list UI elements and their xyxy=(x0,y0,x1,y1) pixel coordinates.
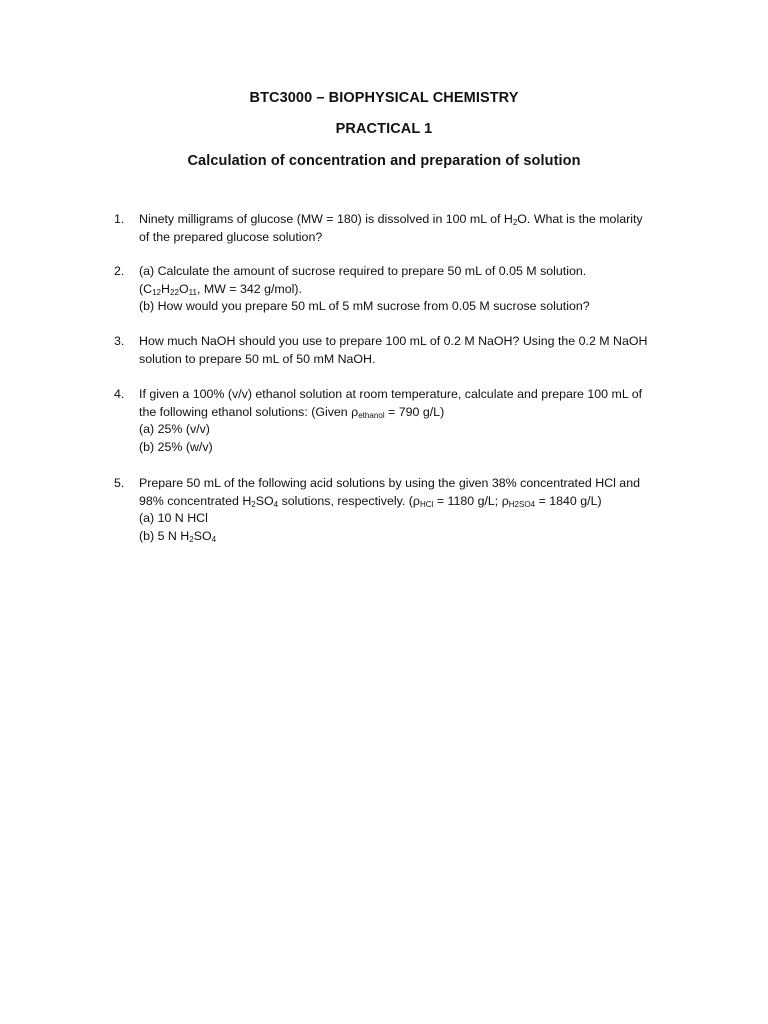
practical-subtitle: Calculation of concentration and preparation of solution xyxy=(187,153,581,169)
question-body xyxy=(139,211,684,246)
text-run: SO xyxy=(193,528,212,543)
question-5 xyxy=(114,475,684,545)
subscript: HCl xyxy=(419,499,434,509)
question-line xyxy=(139,510,684,528)
question-line xyxy=(139,211,684,229)
question-number: 1. xyxy=(114,212,125,226)
text-run: If given a 100% (v/v) ethanol solution at room temperature, calculate and prepare 100 mL of xyxy=(139,387,643,401)
question-body xyxy=(139,386,684,456)
question-2 xyxy=(114,263,684,316)
subscript: H2SO4 xyxy=(508,499,536,509)
text-run: Ninety milligrams of glucose (MW = 180) is dissolved in 100 mL of H xyxy=(139,212,513,226)
subscript: 4 xyxy=(211,534,217,544)
subscript: 12 xyxy=(152,287,162,297)
question-body xyxy=(139,333,684,368)
subscript: 2 xyxy=(189,534,194,544)
question-line xyxy=(139,404,684,422)
subscript: 2 xyxy=(251,499,256,509)
practical-title: PRACTICAL 1 xyxy=(335,121,433,137)
question-4 xyxy=(114,386,684,456)
text-run: 98% concentrated H xyxy=(139,493,252,508)
question-3 xyxy=(114,333,684,368)
text-run: , MW = 342 g/mol). xyxy=(196,281,302,296)
question-line xyxy=(139,263,684,281)
text-run: (a) Calculate the amount of sucrose required to prepare 50 mL of 0.05 M solution. xyxy=(139,264,587,278)
subscript: 4 xyxy=(273,499,279,509)
text-run: solutions, respectively. (ρ xyxy=(278,493,420,508)
text-run: = 1180 g/L; ρ xyxy=(433,493,509,508)
question-line xyxy=(139,229,684,247)
text-run: (C xyxy=(139,281,153,296)
question-number: 2. xyxy=(114,264,125,278)
text-run: (b) 25% (w/v) xyxy=(139,439,213,454)
question-number: 4. xyxy=(114,387,125,401)
text-run: H xyxy=(161,281,170,296)
course-title: BTC3000 – BIOPHYSICAL CHEMISTRY xyxy=(249,90,519,106)
question-1 xyxy=(114,211,684,246)
subscript: 22 xyxy=(169,287,179,297)
question-number: 5. xyxy=(114,476,125,490)
question-line xyxy=(139,439,684,457)
text-run: How much NaOH should you use to prepare 100 mL of 0.2 M NaOH? Using the 0.2 M NaOH xyxy=(139,334,648,348)
text-run: = 1840 g/L) xyxy=(535,493,602,508)
text-run: (a) 10 N HCl xyxy=(139,511,208,525)
text-run: solution to prepare 50 mL of 50 mM NaOH. xyxy=(139,351,376,366)
text-run: of the prepared glucose solution? xyxy=(139,229,323,244)
text-run: (b) How would you prepare 50 mL of 5 mM sucrose from 0.05 M sucrose solution? xyxy=(139,299,590,313)
text-run: (b) 5 N H xyxy=(139,528,190,543)
question-body xyxy=(139,263,684,316)
question-body xyxy=(139,475,684,545)
question-line xyxy=(139,421,684,439)
text-run: O xyxy=(178,281,189,296)
question-line xyxy=(139,333,684,351)
question-line xyxy=(139,528,684,546)
question-line xyxy=(139,281,684,299)
question-line xyxy=(139,493,684,511)
subscript: 2 xyxy=(512,218,518,227)
question-line xyxy=(139,475,684,493)
subscript: 11 xyxy=(188,287,197,297)
question-line xyxy=(139,351,684,369)
question-line xyxy=(139,298,684,316)
text-run: (a) 25% (v/v) xyxy=(139,422,210,436)
text-run: O. What is the molarity xyxy=(517,212,643,226)
text-run: the following ethanol solutions: (Given ρ xyxy=(139,404,359,419)
subscript: ethanol xyxy=(358,410,385,420)
text-run: SO xyxy=(255,493,274,508)
text-run: = 790 g/L) xyxy=(384,404,445,419)
question-number: 3. xyxy=(114,334,125,348)
text-run: Prepare 50 mL of the following acid solutions by using the given 38% concentrated HCl and xyxy=(139,476,640,490)
question-line xyxy=(139,386,684,404)
